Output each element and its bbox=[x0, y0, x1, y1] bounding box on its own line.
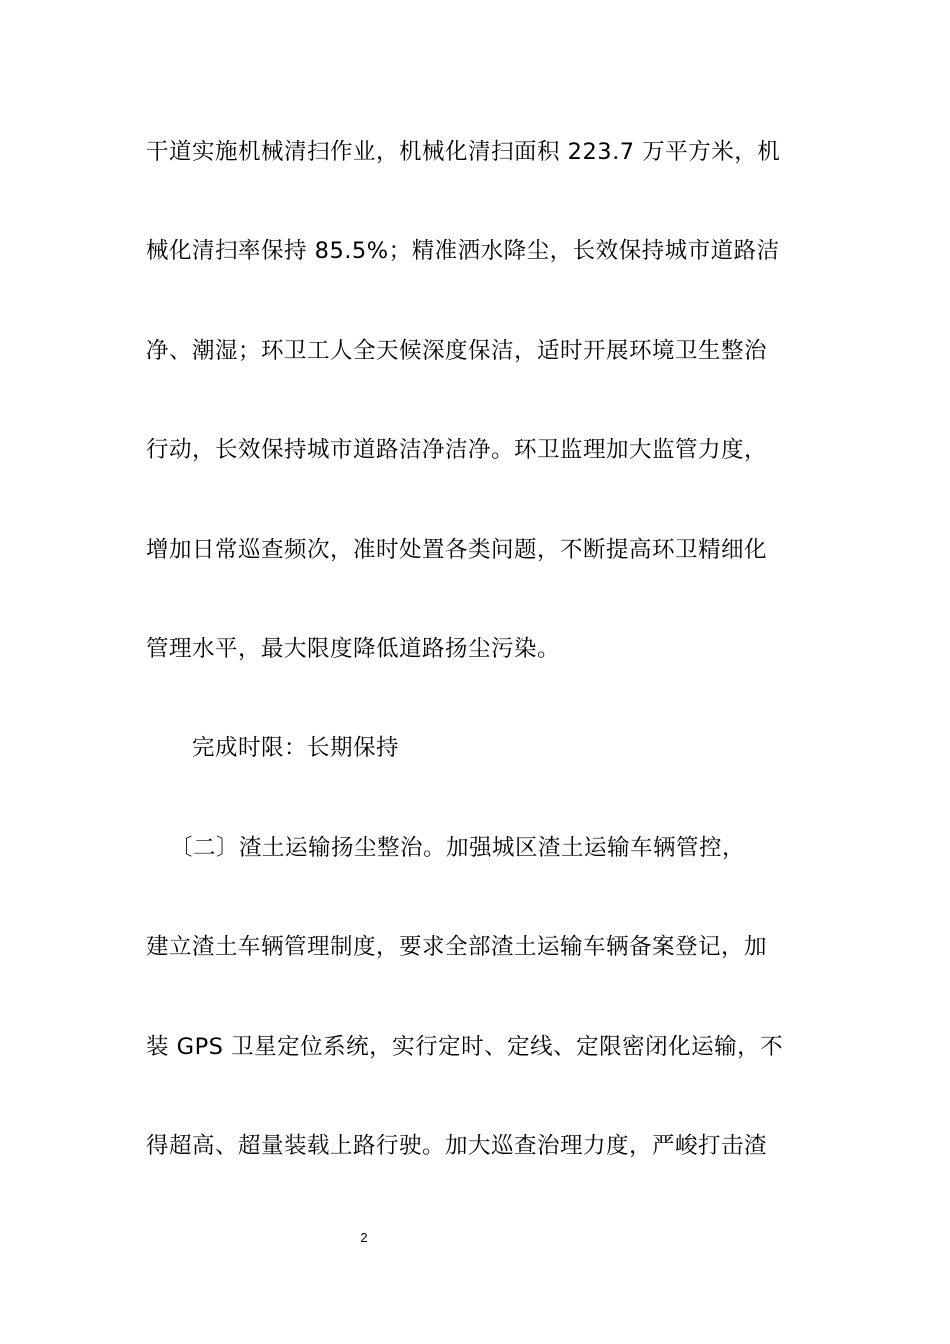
section-heading-line: 〔二〕渣土运输扬尘整治。加强城区渣土运输车辆管控， bbox=[170, 835, 746, 861]
body-text-line: 装 GPS 卫星定位系统，实行定时、定线、定限密闭化运输，不 bbox=[146, 1034, 784, 1060]
deadline-line: 完成时限：长期保持 bbox=[192, 735, 400, 761]
body-text-line: 管理水平，最大限度降低道路扬尘污染。 bbox=[146, 636, 561, 662]
body-text-line: 行动，长效保持城市道路洁净洁净。环卫监理加大监管力度， bbox=[146, 437, 768, 463]
body-text-line: 增加日常巡查频次，准时处置各类问题，不断提高环卫精细化 bbox=[146, 537, 768, 563]
body-text-line: 械化清扫率保持 85.5%；精准洒水降尘，长效保持城市道路洁 bbox=[146, 238, 780, 264]
body-text-line: 建立渣土车辆管理制度，要求全部渣土运输车辆备案登记，加 bbox=[146, 934, 768, 960]
body-text-line: 净、潮湿；环卫工人全天候深度保洁，适时开展环境卫生整治 bbox=[146, 338, 768, 364]
body-text-line: 干道实施机械清扫作业，机械化清扫面积 223.7 万平方米，机 bbox=[146, 139, 781, 165]
page-number: 2 bbox=[360, 1230, 368, 1245]
body-text-line: 得超高、超量装载上路行驶。加大巡查治理力度，严峻打击渣 bbox=[146, 1133, 768, 1159]
